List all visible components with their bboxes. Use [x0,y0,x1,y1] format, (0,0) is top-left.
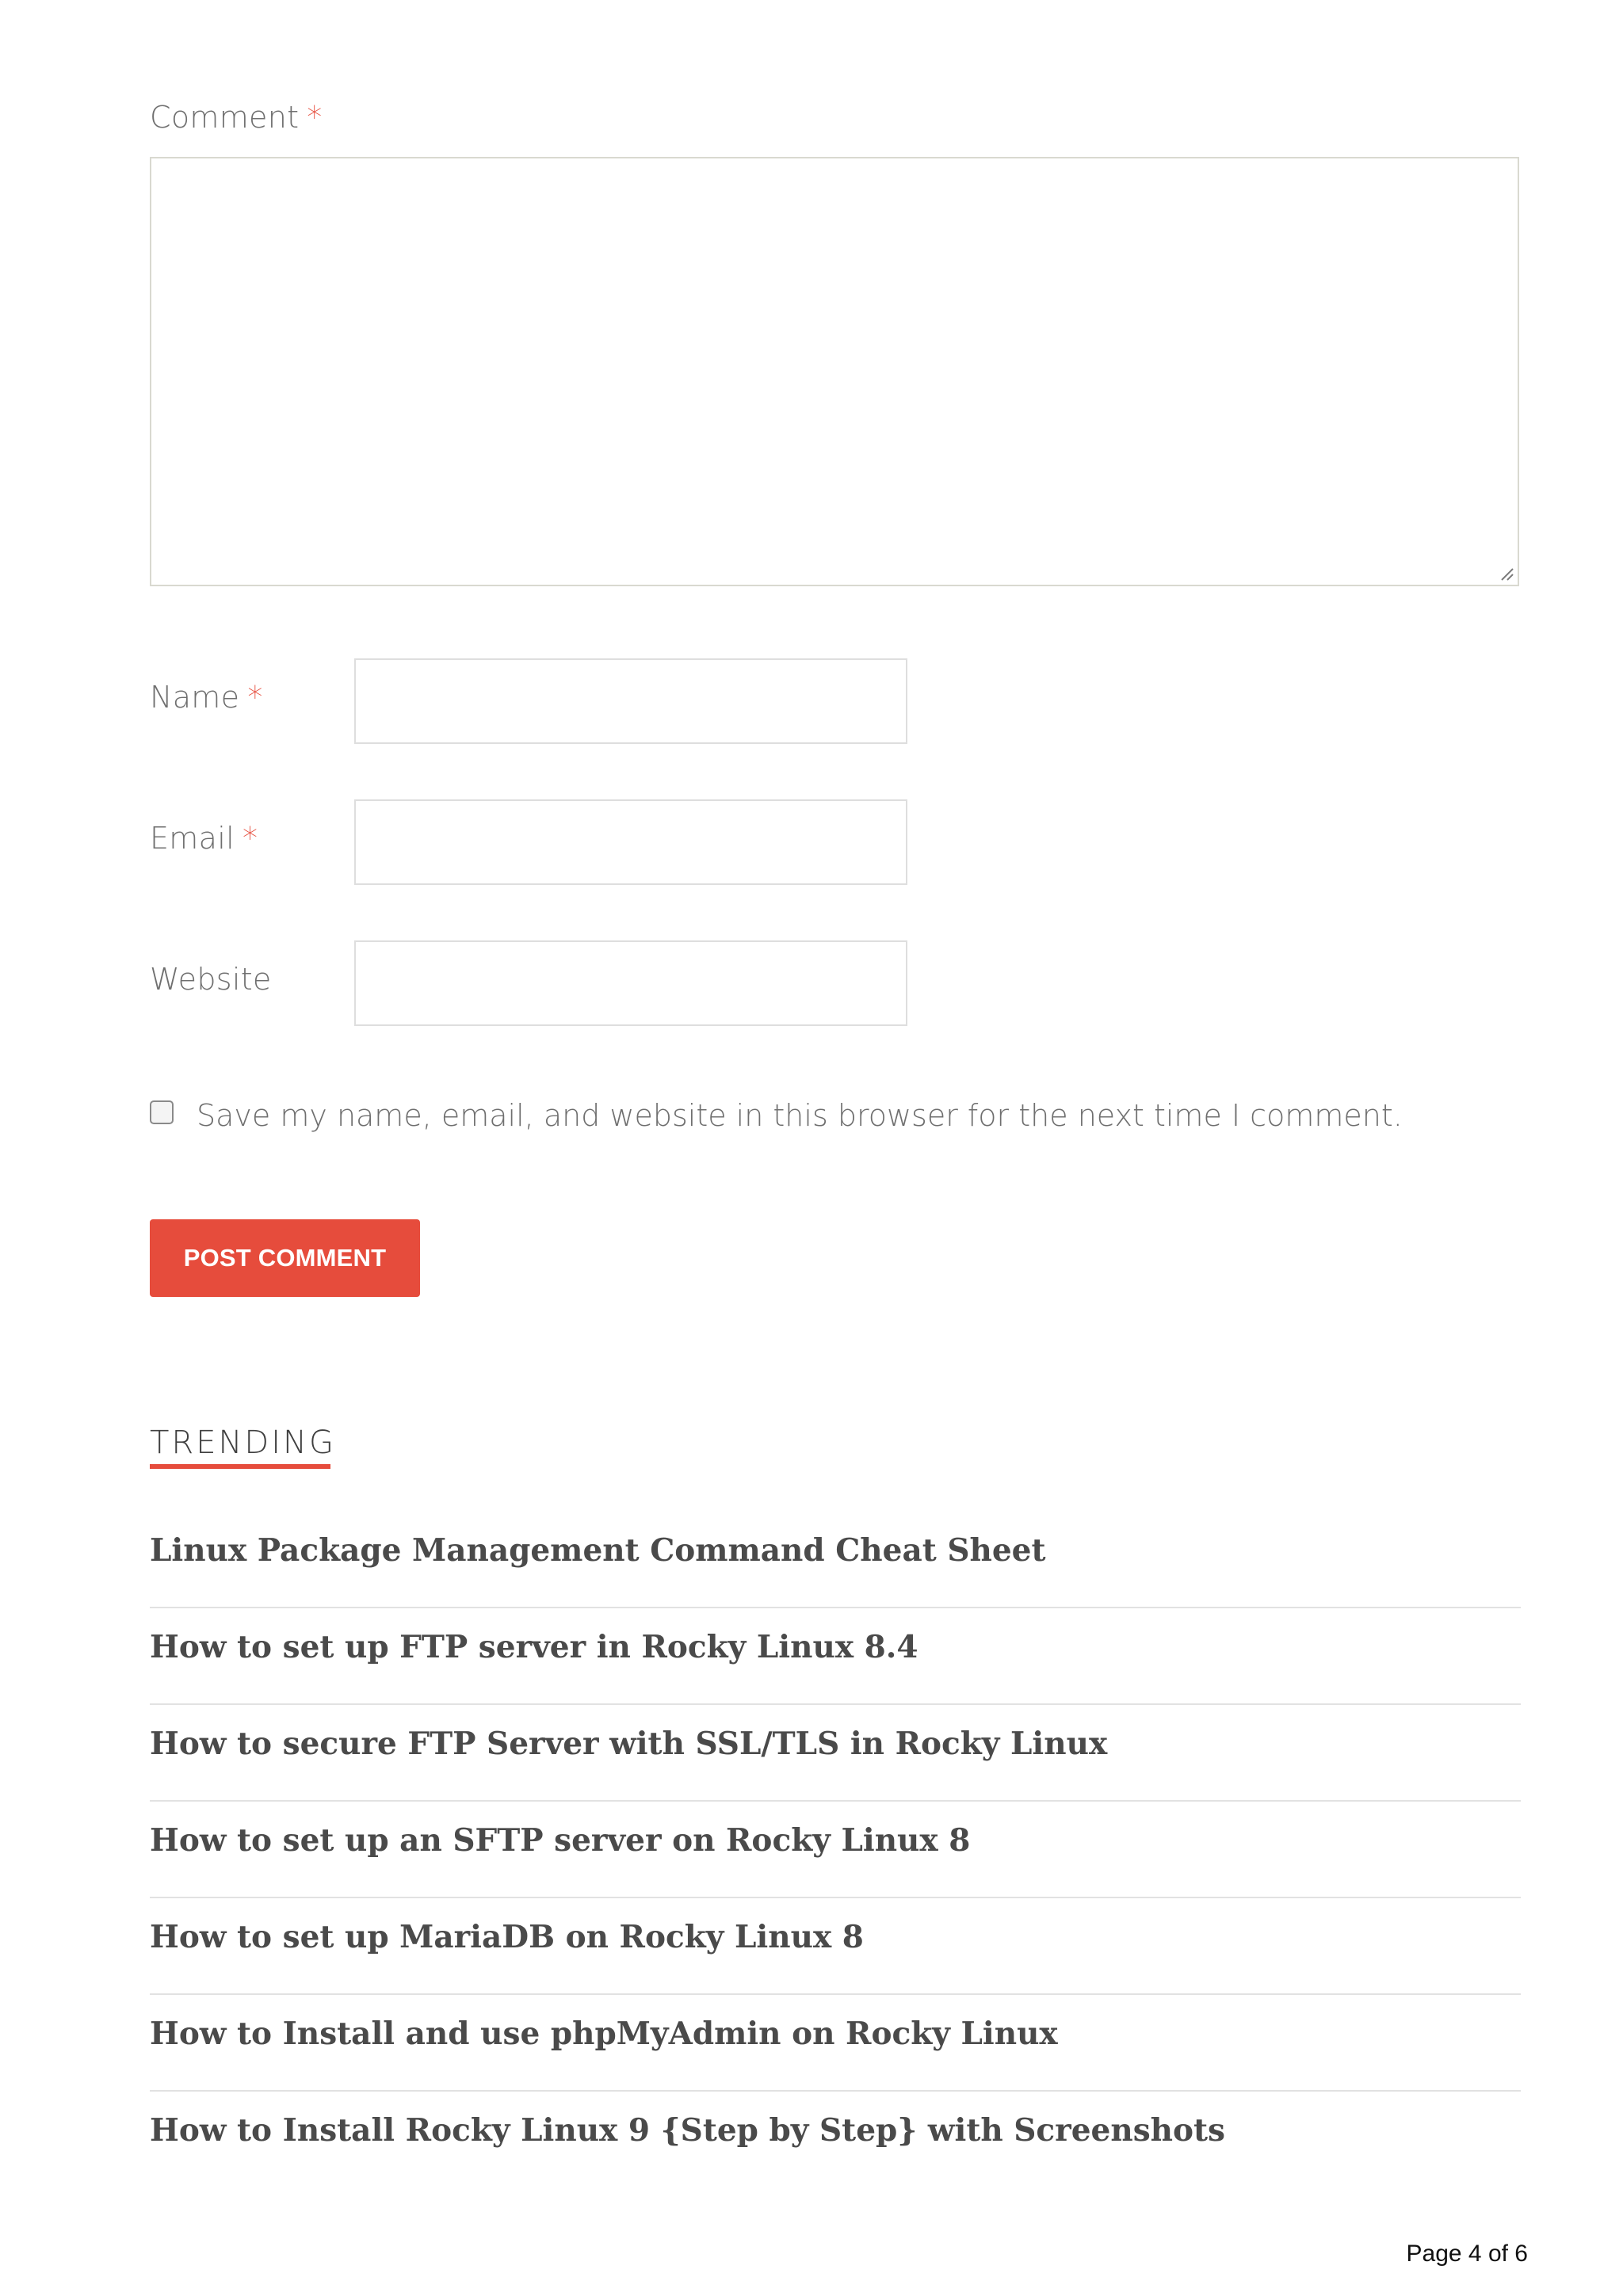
required-marker: * [242,821,258,856]
post-comment-button[interactable]: POST COMMENT [150,1219,420,1297]
name-label-text: Name [150,680,240,715]
trending-underline [150,1464,330,1469]
email-label-text: Email [150,821,235,856]
trending-link[interactable]: How to Install and use phpMyAdmin on Rocky Linux [150,2016,1058,2052]
list-item [150,1802,1521,1898]
list-item [150,1512,1521,1608]
trending-link[interactable]: How to set up an SFTP server on Rocky Linux 8 [150,1822,971,1859]
list-item [150,1608,1521,1705]
trending-link[interactable]: How to set up MariaDB on Rocky Linux 8 [150,1919,864,1955]
required-marker: * [307,100,323,135]
website-label-text: Website [150,962,272,997]
resize-handle-icon[interactable] [1497,564,1514,582]
website-label [150,962,272,997]
list-item [150,1898,1521,1995]
save-info-checkbox[interactable] [150,1100,174,1124]
website-input[interactable] [354,940,907,1026]
trending-link[interactable]: How to Install Rocky Linux 9 {Step by Step} with Screenshots [150,2112,1226,2149]
name-label [150,680,263,715]
required-marker: * [247,680,263,715]
comment-label-text: Comment [150,100,300,135]
name-input[interactable] [354,658,907,744]
page-indicator: Page 4 of 6 [1406,2241,1528,2267]
trending-list [150,1512,1521,2187]
save-info-label[interactable]: Save my name, email, and website in this browser for the next time I comment. [197,1098,1403,1133]
email-label [150,821,258,856]
list-item [150,2092,1521,2187]
email-input[interactable] [354,799,907,885]
trending-heading: TRENDING [150,1425,336,1461]
list-item [150,1995,1521,2092]
comment-label [150,100,323,135]
trending-link[interactable]: How to secure FTP Server with SSL/TLS in Rocky Linux [150,1726,1108,1762]
list-item [150,1705,1521,1802]
trending-link[interactable]: Linux Package Management Command Cheat Sheet [150,1532,1046,1569]
comment-textarea[interactable] [150,157,1519,586]
trending-link[interactable]: How to set up FTP server in Rocky Linux 8.4 [150,1629,918,1665]
